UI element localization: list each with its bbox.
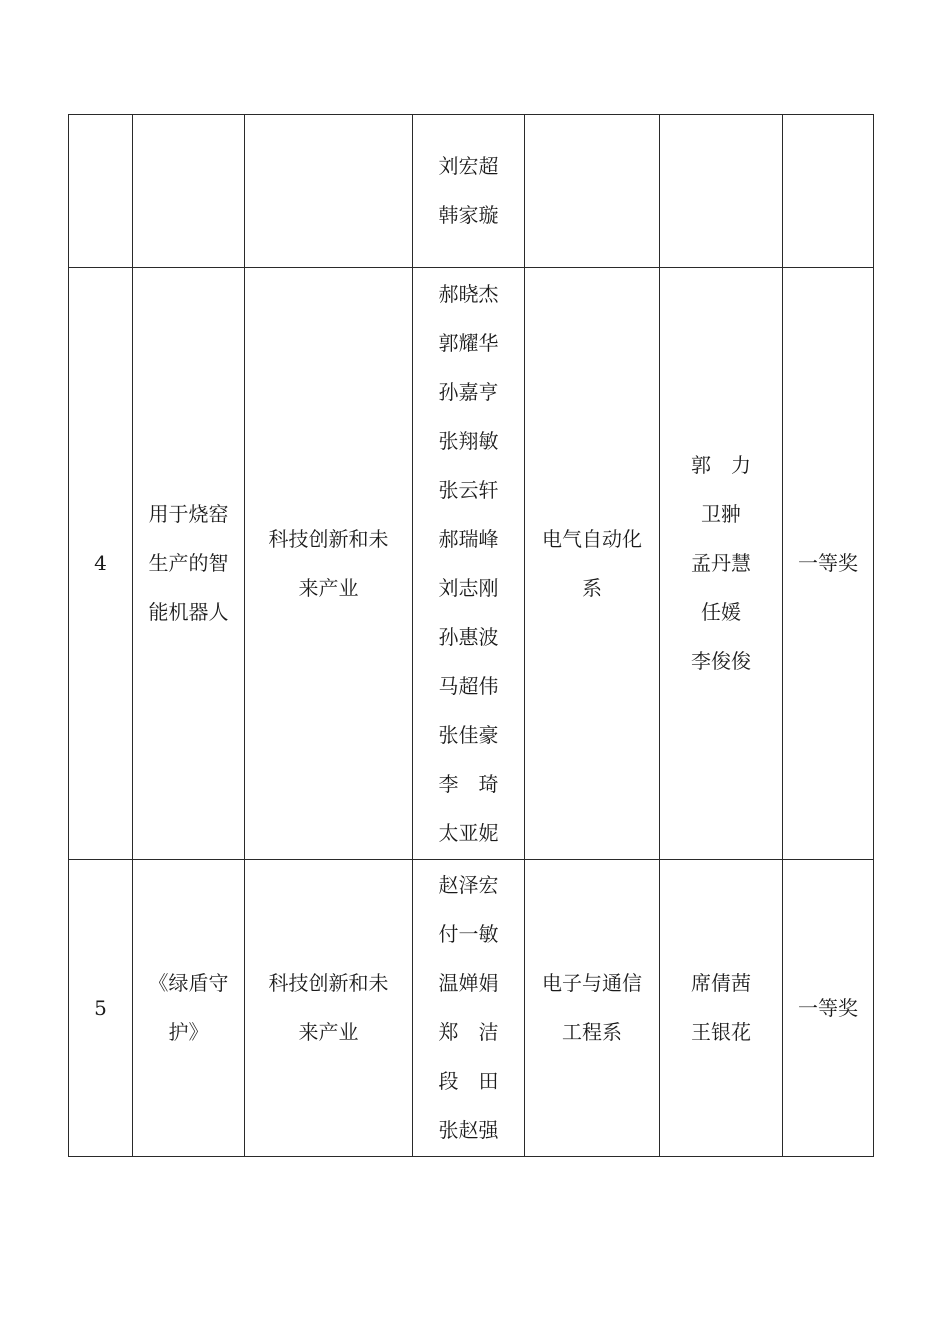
- cell-department: [525, 115, 660, 268]
- member-name: 付一敏: [438, 922, 499, 946]
- member-name: 太亚妮: [438, 820, 499, 845]
- advisor-name: 郭 力: [691, 453, 751, 477]
- department-name: 电子与通信 工程系: [542, 971, 642, 1044]
- row-number: 5: [94, 995, 107, 1020]
- cell-advisors: [660, 860, 783, 1157]
- cell-no: [69, 268, 133, 860]
- awards-table: [68, 114, 874, 1157]
- cell-award: [783, 268, 874, 860]
- member-name: 郝瑞峰: [438, 526, 499, 551]
- project-name: 《绿盾守 护》: [148, 971, 229, 1044]
- cell-advisors: [660, 115, 783, 268]
- advisor-name: 任媛: [701, 600, 741, 624]
- cell-department: [525, 860, 660, 1157]
- cell-advisors: [660, 268, 783, 860]
- advisor-list: [691, 441, 751, 686]
- cell-category: [245, 115, 413, 268]
- award-level: 一等奖: [798, 551, 858, 575]
- category-name: 科技创新和未 来产业: [268, 971, 389, 1044]
- advisor-name: 孟丹慧: [691, 551, 751, 575]
- member-name: 刘志刚: [438, 575, 499, 600]
- cell-members: [413, 115, 525, 268]
- member-name: 张翔敏: [438, 428, 499, 453]
- cell-no: [69, 860, 133, 1157]
- category-name: 科技创新和未 来产业: [268, 526, 389, 600]
- project-name: 用于烧窑 生产的智 能机器人: [148, 502, 229, 624]
- member-name: 韩家璇: [438, 203, 499, 227]
- member-name: 张佳豪: [438, 722, 499, 747]
- cell-project: [133, 115, 245, 268]
- cell-award: [783, 860, 874, 1157]
- member-name: 刘宏超: [438, 154, 499, 178]
- member-name: 赵泽宏: [438, 873, 499, 897]
- member-name: 段 田: [438, 1069, 499, 1093]
- table-row: [69, 860, 874, 1157]
- cell-no: [69, 115, 133, 268]
- table-row: [69, 115, 874, 268]
- member-name: 李 琦: [438, 771, 499, 796]
- award-level: 一等奖: [798, 995, 858, 1020]
- member-list: [439, 861, 499, 1155]
- member-name: 张赵强: [438, 1118, 499, 1142]
- member-name: 郭耀华: [438, 330, 499, 355]
- cell-members: [413, 860, 525, 1157]
- cell-category: [245, 860, 413, 1157]
- cell-category: [245, 268, 413, 860]
- cell-department: [525, 268, 660, 860]
- member-name: 郑 洁: [438, 1020, 499, 1044]
- advisor-name: 席倩茜: [691, 971, 751, 995]
- member-name: 郝晓杰: [438, 281, 499, 306]
- row-number: 4: [94, 551, 107, 575]
- cell-project: [133, 268, 245, 860]
- department-name: 电气自动化 系: [542, 526, 642, 600]
- advisor-list: [691, 959, 751, 1057]
- member-name: 孙惠波: [438, 624, 499, 649]
- member-name: 马超伟: [438, 673, 499, 698]
- advisor-name: 卫翀: [701, 502, 741, 526]
- advisor-name: 王银花: [691, 1020, 751, 1044]
- member-list: [439, 270, 499, 858]
- table-row: [69, 268, 874, 860]
- member-name: 孙嘉亨: [438, 379, 499, 404]
- member-list: [439, 142, 499, 240]
- member-name: 张云轩: [438, 477, 499, 502]
- cell-members: [413, 268, 525, 860]
- cell-award: [783, 115, 874, 268]
- member-name: 温婵娟: [438, 971, 499, 995]
- cell-project: [133, 860, 245, 1157]
- advisor-name: 李俊俊: [691, 649, 751, 673]
